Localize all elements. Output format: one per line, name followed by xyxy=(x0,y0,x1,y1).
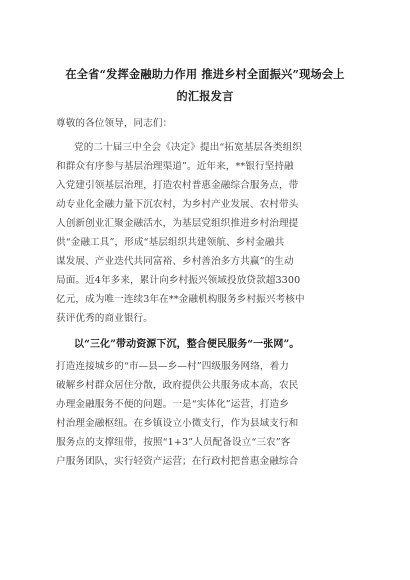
paragraph-line: 户服务团队，实行轻资产运营；在行政村把普惠金融综合 xyxy=(56,456,299,467)
section-heading: 以“三化”带动资源下沉，整合便民服务“一张网”。 xyxy=(74,339,300,350)
paragraph-line: 供“金融工具”，形成“基层组织共建领航、乡村金融共 xyxy=(56,237,285,248)
paragraph-line: 村治理金融枢纽。在乡镇设立小微支行，作为县域支行和 xyxy=(56,418,299,429)
paragraph-line: 和群众有序参与基层治理渠道”。近年来，**银行坚持融 xyxy=(56,161,294,172)
paragraph-line: 入党建引领基层治理，打造农村普惠金融综合服务点，带 xyxy=(56,180,299,191)
paragraph-line: 党的二十届三中全会《决定》提出“拓宽基层各类组织 xyxy=(74,142,302,153)
paragraph-line: 获评优秀的商业银行。 xyxy=(56,313,153,324)
salutation: 尊敬的各位领导，同志们： xyxy=(56,118,173,129)
paragraph-line: 办理金融服务不便的问题。一是“实体化”运营，打造乡 xyxy=(56,399,289,410)
paragraph-line: 亿元，成为唯一连续3年在**金融机构服务乡村振兴考核中 xyxy=(56,294,305,305)
paragraph-line: 打造连接城乡的“市—县—乡—村”四级服务网络，着力 xyxy=(56,361,289,372)
paragraph-line: 局面。近4年多来，累计向乡村振兴领域投放贷款超3300 xyxy=(56,275,301,286)
paragraph-line: 动专业化金融力量下沉农村，为乡村产业发展、农村带头 xyxy=(56,199,299,210)
paragraph-line: 谋发展、产业迭代共同富裕、乡村善治多方共赢”的生动 xyxy=(56,256,294,267)
paragraph-line: 服务点的支撑纽带，按照“1+3”人员配备设立“三农”客 xyxy=(56,437,291,448)
document-title-line-1: 在全省“发挥金融助力作用 推进乡村全面振兴”现场会上 xyxy=(65,67,345,81)
document-title-line-2: 的汇报发言 xyxy=(176,89,234,103)
paragraph-line: 人创新创业汇聚金融活水，为基层党组织推进乡村治理提 xyxy=(56,218,299,229)
paragraph-line: 破解乡村群众居住分散，政府提供公共服务成本高，农民 xyxy=(56,380,299,391)
